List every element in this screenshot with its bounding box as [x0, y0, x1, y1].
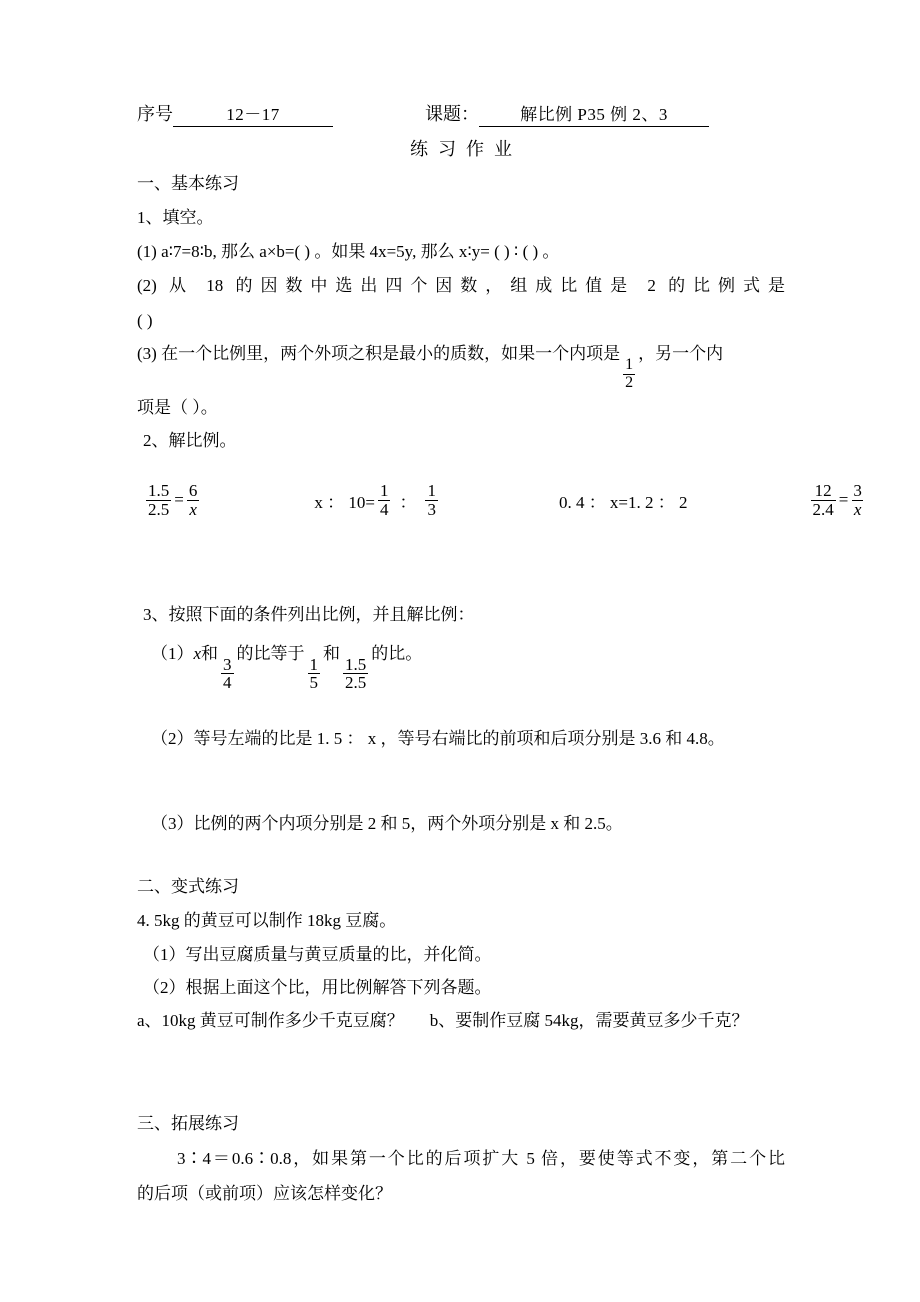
- equation-3: [559, 488, 688, 513]
- fraction-numerator: 12: [814, 481, 832, 501]
- section-3-heading: 三、拓展练习: [137, 1113, 239, 1133]
- document-content: [137, 100, 862, 1210]
- question-3-1-text-c: 和: [323, 644, 341, 664]
- section-2-stem: 4. 5kg 的黄豆可以制作 18kg 豆腐。: [137, 911, 397, 931]
- section-3-body-line-1: 3∶4＝0.6∶0.8，如果第一个比的后项扩大 5 倍，要使等式不变，第二个比: [177, 1148, 785, 1168]
- work-space-1: [137, 528, 785, 598]
- section-1-heading: 一、基本练习: [137, 174, 239, 193]
- equation-2-lead: x ： 10=: [314, 492, 375, 512]
- question-1-heading: 1、填空。: [137, 208, 214, 227]
- question-3-heading: 3、按照下面的条件列出比例，并且解比例：: [143, 605, 475, 625]
- section-2-heading: 二、变式练习: [137, 877, 239, 897]
- question-1-3-text-b: ，另一个内: [638, 343, 724, 363]
- work-space-3: [137, 755, 785, 807]
- page-title: 练习作业: [410, 139, 522, 159]
- fraction-numerator: 1: [427, 481, 436, 501]
- fraction-one-fifth: [308, 656, 321, 692]
- equation-1-left-fraction: [146, 482, 171, 518]
- equations-row: [137, 472, 862, 528]
- equation-2-first-fraction: [378, 482, 391, 518]
- document-header: [137, 100, 785, 130]
- equation-4-operator: =: [838, 490, 849, 510]
- question-3-3: （3）比例的两个内项分别是 2 和 5，两个外项分别是 x 和 2.5。: [151, 814, 623, 834]
- topic-value: 解比例 P35 例 2、3: [479, 100, 709, 127]
- question-1-3-line-1: [137, 337, 785, 391]
- work-space-5: [137, 1037, 785, 1107]
- fraction-numerator: 1: [309, 654, 319, 674]
- question-1-3-line-2: 项是（ ）。: [137, 398, 218, 418]
- fraction-numerator: 3: [853, 481, 862, 501]
- equation-1-operator: =: [174, 490, 184, 510]
- fraction-numerator: 6: [188, 481, 198, 501]
- fraction-denominator: 2.5: [148, 499, 170, 519]
- fraction-denominator: 2.5: [345, 673, 367, 693]
- fraction-numerator: 1: [625, 355, 634, 373]
- question-3-1: [137, 632, 785, 692]
- question-3-1-text-b: 的比等于: [236, 644, 305, 664]
- question-3-2: （2）等号左端的比是 1. 5 ： x ，等号右端比的前项和后项分别是 3.6 和 4.8。: [151, 729, 725, 749]
- fraction-numerator: 1.5: [148, 481, 170, 501]
- fraction-denominator: 5: [309, 673, 319, 693]
- fraction-fifteen-over-twentyfive: [343, 656, 368, 692]
- equation-4-left-fraction: [811, 482, 836, 518]
- fraction-numerator: 1: [379, 481, 389, 501]
- equation-2-second-fraction: [425, 482, 438, 518]
- work-space-2: [137, 692, 785, 722]
- equation-3-text: 0. 4 ： x=1. 2 ： 2: [558, 492, 688, 512]
- section-2-item-1: （1）写出豆腐质量与黄豆质量的比，并化简。: [143, 944, 492, 964]
- question-3-1-text-a: 和: [201, 644, 219, 664]
- fraction-denominator: x: [189, 499, 197, 519]
- equation-2-ratio-colon: ：: [399, 492, 417, 512]
- question-1-1: (1) a∶7=8∶b, 那么 a×b=( ) 。如果 4x=5y, 那么 x∶y= ( ) ∶ ( ) 。: [137, 242, 560, 261]
- fraction-denominator: 3: [427, 499, 436, 519]
- equation-2: [314, 482, 441, 518]
- fraction-denominator: 2: [625, 373, 634, 391]
- equation-1-right-fraction: [187, 482, 200, 518]
- question-1-3-text-a: (3) 在一个比例里，两个外项之积是最小的质数，如果一个内项是: [137, 343, 621, 363]
- section-2-item-2: （2）根据上面这个比，用比例解答下列各题。: [143, 977, 492, 997]
- section-2-item-3a: a、10kg 黄豆可制作多少千克豆腐？: [137, 1010, 404, 1030]
- fraction-denominator: 2.4: [812, 499, 834, 519]
- equation-4: [808, 482, 867, 518]
- topic-label: 课题：: [425, 104, 479, 124]
- section-2-item-3b: b、要制作豆腐 54kg，需要黄豆多少千克？: [429, 1010, 749, 1030]
- section-2-item-3: [137, 1004, 785, 1037]
- equation-1: [143, 482, 202, 518]
- fraction-denominator: x: [853, 499, 862, 519]
- section-3-body-line-2: 的后项（或前项）应该怎样变化？: [137, 1183, 392, 1203]
- fraction-three-quarters: [221, 656, 234, 692]
- question-2-heading: 2、解比例。: [143, 431, 237, 451]
- work-space-4: [137, 840, 785, 870]
- fraction-denominator: 4: [223, 673, 232, 693]
- fraction-numerator: 1.5: [345, 654, 367, 674]
- question-1-2-line-2: ( ): [137, 310, 153, 330]
- fraction-numerator: 3: [223, 654, 232, 674]
- question-3-1-marker: （1）: [151, 644, 194, 664]
- equation-4-right-fraction: [851, 482, 864, 518]
- question-3-1-text-d: 的比。: [371, 644, 423, 664]
- question-1-2-line-1: (2) 从 18 的因数中选出四个因数，组成比值是 2 的比例式是: [137, 276, 785, 296]
- sequence-label: 序号: [137, 104, 173, 124]
- fraction-one-half: [623, 357, 635, 391]
- sequence-value: 12－17: [173, 100, 333, 127]
- question-3-1-variable: x: [193, 644, 202, 664]
- fraction-denominator: 4: [379, 499, 389, 519]
